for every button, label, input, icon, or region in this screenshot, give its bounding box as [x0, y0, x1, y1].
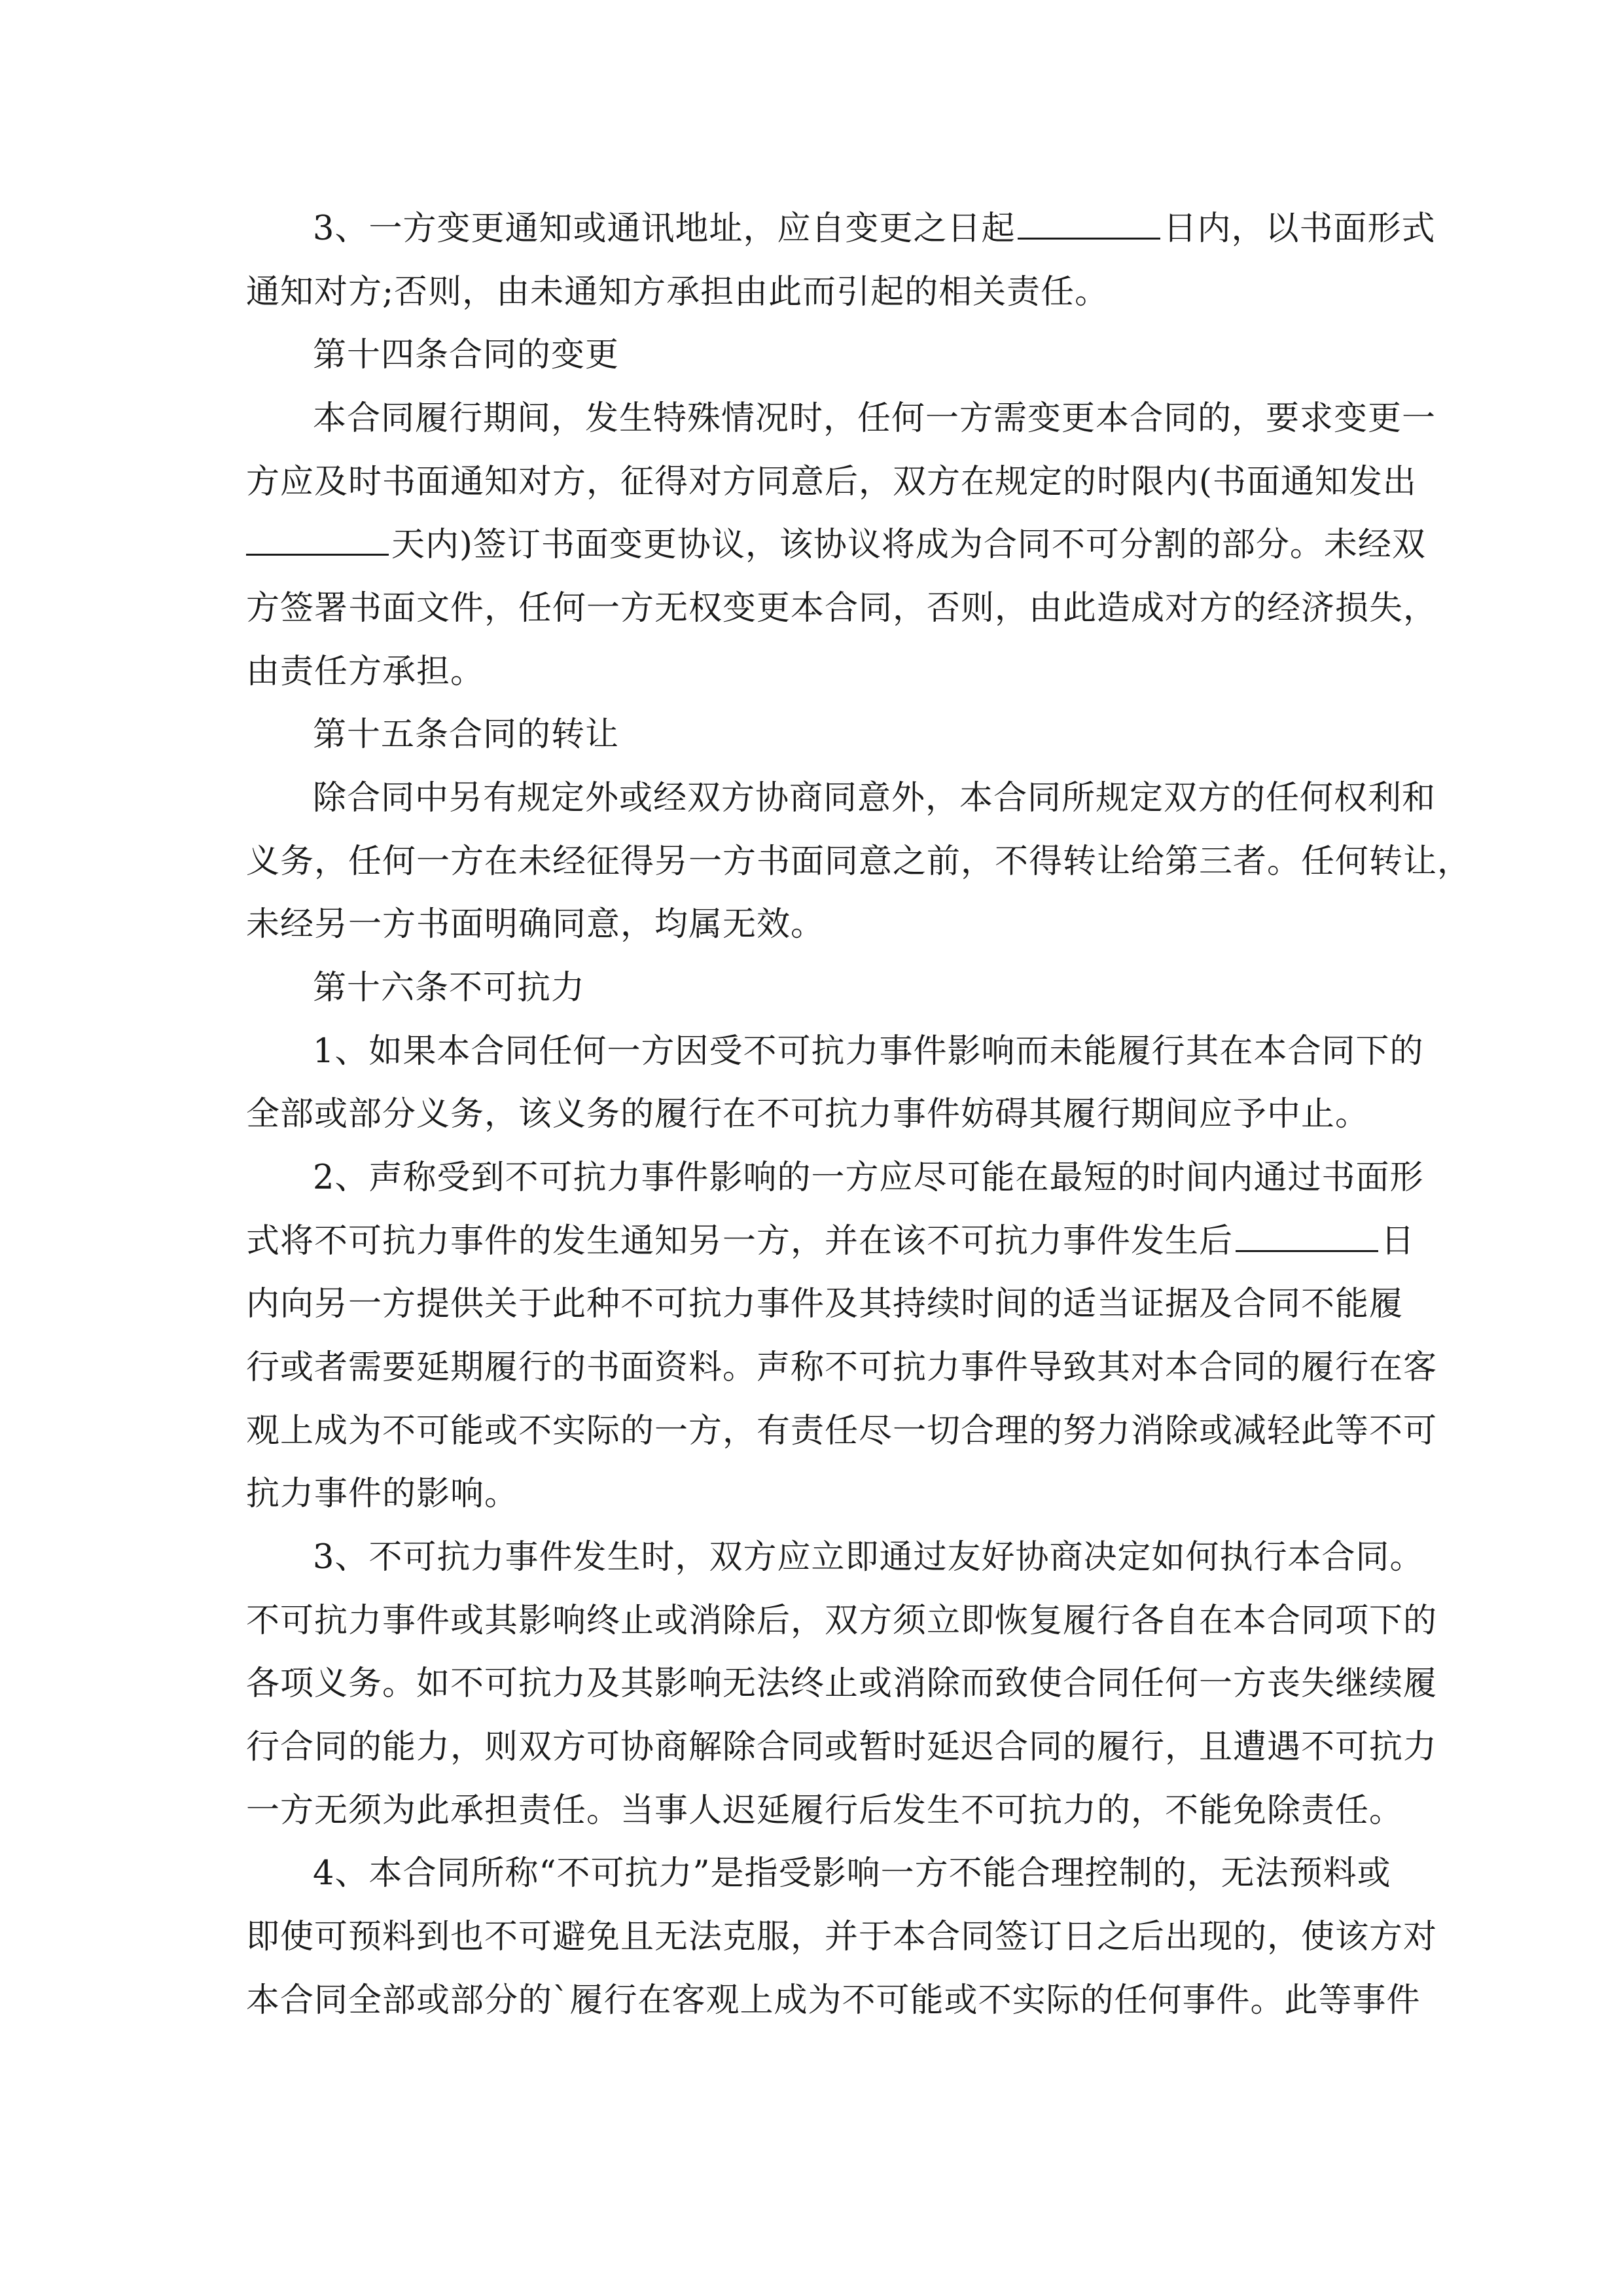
- article-16-3-line-4: 行合同的能力，则双方可协商解除合同或暂时延迟合同的履行，且遭遇不可抗力: [246, 1728, 1438, 1767]
- article-16-2-line-2: [246, 1219, 1416, 1265]
- text-segment: 日: [1381, 1222, 1416, 1261]
- text-segment: 天内)签订书面变更协议，该协议将成为合同不可分割的部分。未经双: [391, 526, 1426, 564]
- clause-13-3-line-1: [313, 206, 1436, 252]
- fill-in-blank[interactable]: [1018, 209, 1160, 240]
- article-16-3-line-3: 各项义务。如不可抗力及其影响无法终止或消除而致使合同任何一方丧失继续履: [246, 1664, 1438, 1703]
- text-segment: 3、一方变更通知或通讯地址，应自变更之日起: [313, 209, 1016, 248]
- article-16-2-line-5: 观上成为不可能或不实际的一方，有责任尽一切合理的努力消除或减轻此等不可: [246, 1412, 1438, 1450]
- article-16-3-line-2: 不可抗力事件或其影响终止或消除后，双方须立即恢复履行各自在本合同项下的: [246, 1602, 1438, 1640]
- article-16-1-line-1: 1、如果本合同任何一方因受不可抗力事件影响而未能履行其在本合同下的: [313, 1032, 1424, 1071]
- article-16-2-line-3: 内向另一方提供关于此种不可抗力事件及其持续时间的适当证据及合同不能履: [246, 1285, 1404, 1323]
- article-16-2-line-6: 抗力事件的影响。: [246, 1475, 519, 1513]
- article-16-4-line-3: 本合同全部或部分的`履行在客观上成为不可能或不实际的任何事件。此等事件: [246, 1981, 1421, 2020]
- fill-in-blank[interactable]: [1236, 1221, 1378, 1252]
- article-16-4-line-1: 4、本合同所称“不可抗力”是指受影响一方不能合理控制的，无法预料或: [313, 1854, 1391, 1893]
- fill-in-blank[interactable]: [246, 525, 389, 556]
- clause-13-3-line-2: 通知对方;否则，由未通知方承担由此而引起的相关责任。: [246, 273, 1109, 312]
- article-16-3-line-1: 3、不可抗力事件发生时，双方应立即通过友好协商决定如何执行本合同。: [313, 1538, 1424, 1577]
- article-15-heading: 第十五条合同的转让: [313, 715, 620, 754]
- article-14-line-4: 方签署书面文件，任何一方无权变更本合同，否则，由此造成对方的经济损失，: [246, 589, 1438, 628]
- article-16-1-line-2: 全部或部分义务，该义务的履行在不可抗力事件妨碍其履行期间应予中止。: [246, 1095, 1370, 1134]
- article-16-heading: 第十六条不可抗力: [313, 969, 586, 1007]
- article-14-line-3: [246, 522, 1426, 568]
- article-16-2-line-1: 2、声称受到不可抗力事件影响的一方应尽可能在最短的时间内通过书面形: [313, 1158, 1424, 1197]
- article-14-line-2: 方应及时书面通知对方，征得对方同意后，双方在规定的时限内(书面通知发出: [246, 463, 1417, 501]
- article-16-3-line-5: 一方无须为此承担责任。当事人迟延履行后发生不可抗力的，不能免除责任。: [246, 1791, 1404, 1830]
- article-16-4-line-2: 即使可预料到也不可避免且无法克服，并于本合同签订日之后出现的，使该方对: [246, 1918, 1438, 1956]
- article-14-heading: 第十四条合同的变更: [313, 336, 620, 374]
- article-15-line-2: 义务，任何一方在未经征得另一方书面同意之前，不得转让给第三者。任何转让，: [246, 842, 1472, 881]
- text-segment: 式将不可抗力事件的发生通知另一方，并在该不可抗力事件发生后: [246, 1222, 1234, 1261]
- article-15-line-3: 未经另一方书面明确同意，均属无效。: [246, 905, 825, 944]
- article-14-line-1: 本合同履行期间，发生特殊情况时，任何一方需变更本合同的，要求变更一: [313, 399, 1436, 438]
- article-14-line-5: 由责任方承担。: [246, 653, 485, 691]
- text-segment: 日内，以书面形式: [1163, 209, 1436, 248]
- article-16-2-line-4: 行或者需要延期履行的书面资料。声称不可抗力事件导致其对本合同的履行在客: [246, 1348, 1438, 1387]
- article-15-line-1: 除合同中另有规定外或经双方协商同意外，本合同所规定双方的任何权利和: [313, 779, 1436, 817]
